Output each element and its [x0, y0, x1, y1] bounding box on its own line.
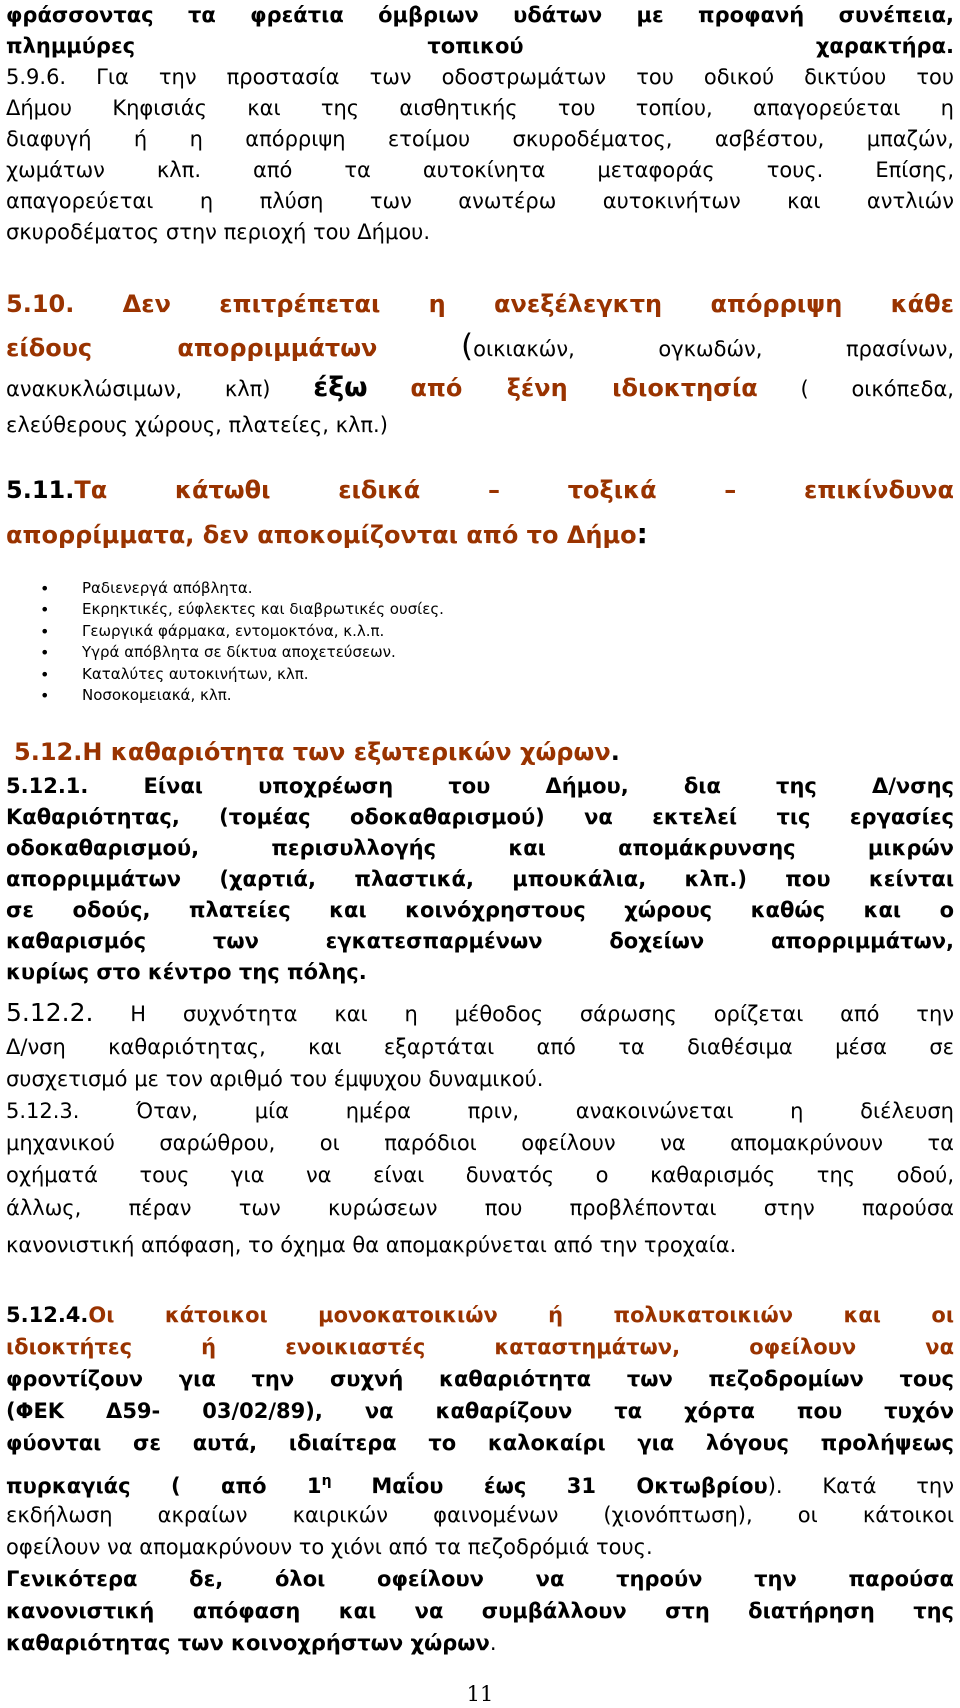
- section-5-10-bold: από ξένη ιδιοκτησία: [410, 374, 758, 402]
- paragraph-5-12-3-line: άλλως, πέραν των κυρώσεων που προβλέπονται στην παρούσα: [6, 1196, 954, 1220]
- section-5-11-heading-line2: απορρίμματα, δεν αποκομίζονται από το Δήμο:: [6, 517, 648, 550]
- paragraph-5-12-4-line: πυρκαγιάς ( από $1^\eta$ Μαΐου έως 31 Οκτωβρίου). Κατά την: [6, 1473, 954, 1498]
- paragraph-5-12-3-line: κανονιστική απόφαση, το όχημα θα απομακρύνεται από την τροχαία.: [6, 1233, 737, 1257]
- paragraph-5-12-1-line: οδοκαθαρισμού, περισυλλογής και απομάκρυνσης μικρών: [6, 836, 954, 860]
- list-item: • Γεωργικά φάρμακα, εντομοκτόνα, κ.λ.π.: [40, 621, 444, 642]
- paragraph-5-12-4-line: οφείλουν να απομακρύνουν το χιόνι από τα πεζοδρόμιά τους.: [6, 1535, 653, 1559]
- section-5-10-line: [6, 370, 954, 407]
- paragraph-5-12-4-line: Γενικότερα δε, όλοι οφείλουν να τηρούν την παρούσα: [6, 1567, 954, 1591]
- section-5-11-heading: 5.11.Τα κάτωθι ειδικά – τοξικά – επικίνδυνα: [6, 476, 954, 504]
- paragraph-5-9-6-line: απαγορεύεται η πλύση των ανωτέρω αυτοκινήτων και αντλιών: [6, 189, 954, 213]
- section-5-10-line: ελεύθερους χώρους, πλατείες, κλπ.): [6, 413, 388, 437]
- list-item: • Υγρά απόβλητα σε δίκτυα αποχετεύσεων.: [40, 642, 444, 663]
- paragraph-5-12-3-line: οχήματά τους για να είναι δυνατός ο καθαρισμός της οδού,: [6, 1163, 954, 1187]
- section-5-12-heading: 5.12.Η καθαριότητα των εξωτερικών χώρων.: [14, 738, 620, 766]
- list-item: • Εκρηκτικές, εύφλεκτες και διαβρωτικές ουσίες.: [40, 599, 444, 620]
- paragraph-5-12-4-line: φύονται σε αυτά, ιδιαίτερα το καλοκαίρι για λόγους προλήψεως: [6, 1431, 954, 1455]
- section-5-10-text: ανακυκλώσιμων, κλπ): [6, 377, 271, 401]
- paragraph-line: πλημμύρες τοπικού χαρακτήρα.: [6, 34, 954, 58]
- section-5-10-text: ( οικόπεδα,: [800, 377, 954, 401]
- page-number: 11: [466, 1682, 494, 1706]
- paragraph-5-12-4-line: ιδιοκτήτες ή ενοικιαστές καταστημάτων, οφείλουν να: [6, 1335, 954, 1359]
- paragraph-5-12-2-line: συσχετισμό με τον αριθμό του έμψυχου δυναμικού.: [6, 1067, 544, 1091]
- list-item: • Καταλύτες αυτοκινήτων, κλπ.: [40, 664, 444, 685]
- list-item: • Νοσοκομειακά, κλπ.: [40, 685, 444, 706]
- paragraph-5-12-4-line: φροντίζουν για την συχνή καθαριότητα των πεζοδρομίων τους: [6, 1367, 954, 1391]
- paragraph-5-12-2-number: 5.12.2.: [6, 998, 94, 1027]
- paragraph-5-12-4-line: καθαριότητας των κοινοχρήστων χώρων.: [6, 1631, 497, 1655]
- section-5-10-exo: έξω: [313, 372, 368, 403]
- section-5-10-bold: είδους απορριμμάτων: [6, 334, 378, 362]
- section-5-10-heading: 5.10. Δεν επιτρέπεται η ανεξέλεγκτη απόρριψη κάθε: [6, 290, 954, 318]
- section-5-10-paren: (: [461, 328, 474, 364]
- paragraph-5-9-6-line: διαφυγή ή η απόρριψη ετοίμου σκυροδέματος, ασβέστου, μπαζών,: [6, 127, 954, 151]
- paragraph-5-12-4-line: εκδήλωση ακραίων καιρικών φαινομένων (χιονόπτωση), οι κάτοικοι: [6, 1503, 954, 1527]
- paragraph-5-12-2-line: 5.12.2. Η συχνότητα και η μέθοδος σάρωσης ορίζεται από την: [6, 998, 954, 1027]
- paragraph-5-9-6-line: σκυροδέματος στην περιοχή του Δήμου.: [6, 220, 430, 244]
- paragraph-5-12-1-line: καθαρισμός των εγκατεσπαρμένων δοχείων απορριμμάτων,: [6, 929, 954, 953]
- paragraph-5-9-6-line: Δήμου Κηφισιάς και της αισθητικής του τοπίου, απαγορεύεται η: [6, 96, 954, 120]
- paragraph-5-9-6-line: 5.9.6. Για την προστασία των οδοστρωμάτων του οδικού δικτύου του: [6, 65, 954, 89]
- paragraph-5-12-3-line: μηχανικού σαρώθρου, οι παρόδιοι οφείλουν να απομακρύνουν τα: [6, 1131, 954, 1155]
- paragraph-5-12-3-line: 5.12.3. Όταν, μία ημέρα πριν, ανακοινώνεται η διέλευση: [6, 1099, 954, 1123]
- section-5-11-number: 5.11.: [6, 476, 75, 504]
- hazardous-waste-list: [40, 578, 444, 706]
- section-5-10-line: [6, 328, 954, 367]
- list-item: • Ραδιενεργά απόβλητα.: [40, 578, 444, 599]
- paragraph-5-12-4-number: 5.12.4.: [6, 1303, 89, 1327]
- paragraph-5-12-1-line: σε οδούς, πλατείες και κοινόχρηστους χώρους καθώς και ο: [6, 898, 954, 922]
- paragraph-5-12-2-line: Δ/νση καθαριότητας, και εξαρτάται από τα διαθέσιμα μέσα σε: [6, 1035, 954, 1059]
- paragraph-5-12-4-line: (ΦΕΚ Δ59- 03/02/89), να καθαρίζουν τα χόρτα που τυχόν: [6, 1399, 954, 1423]
- paragraph-5-12-4-line: 5.12.4.Οι κάτοικοι μονοκατοικιών ή πολυκατοικιών και οι: [6, 1303, 954, 1327]
- paragraph-5-12-4-line: κανονιστική απόφαση και να συμβάλλουν στη διατήρηση της: [6, 1599, 954, 1623]
- paragraph-5-9-6-line: χωμάτων κλπ. από τα αυτοκίνητα μεταφοράς τους. Επίσης,: [6, 158, 954, 182]
- paragraph-5-12-1-line: 5.12.1. Είναι υποχρέωση του Δήμου, δια της Δ/νσης: [6, 774, 954, 798]
- paragraph-line: φράσσοντας τα φρεάτια όμβριων υδάτων με προφανή συνέπεια,: [6, 3, 954, 27]
- paragraph-5-12-1-line: απορριμμάτων (χαρτιά, πλαστικά, μπουκάλια, κλπ.) που κείνται: [6, 867, 954, 891]
- paragraph-5-12-1-line: Καθαριότητας, (τομέας οδοκαθαρισμού) να εκτελεί τις εργασίες: [6, 805, 954, 829]
- paragraph-5-12-1-line: κυρίως στο κέντρο της πόλης.: [6, 960, 367, 984]
- section-5-10-text: οικιακών, ογκωδών, πρασίνων,: [473, 337, 954, 361]
